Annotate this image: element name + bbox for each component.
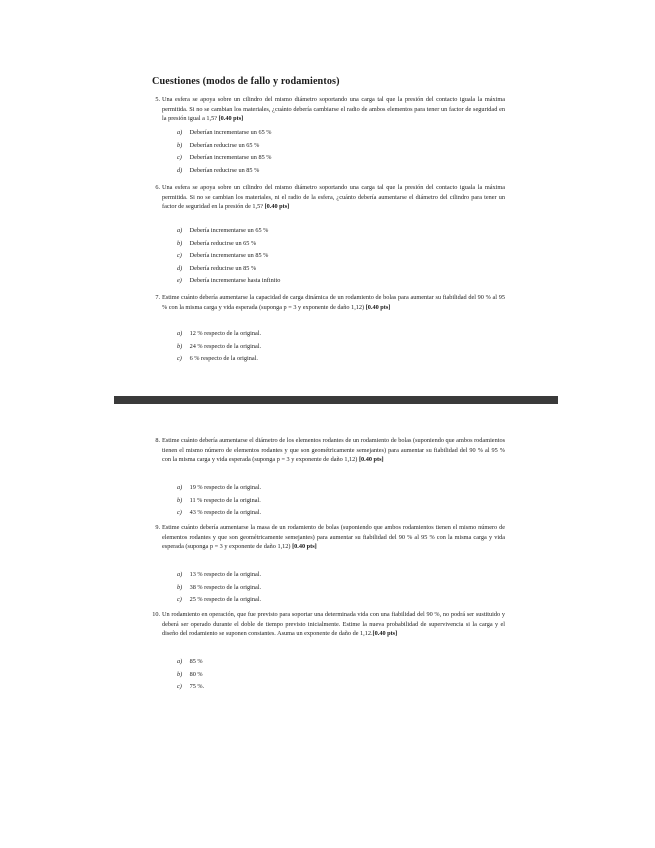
question-6 [155, 183, 505, 212]
question-number: 6. [155, 184, 160, 191]
option-c[interactable]: c) 25 % respecto de la original. [177, 596, 262, 604]
question-8-options [177, 482, 261, 520]
option-b[interactable]: b) Debería reducirse un 65 % [177, 239, 257, 247]
option-a[interactable]: a) 13 % respecto de la original. [177, 571, 262, 578]
question-9-options [177, 569, 261, 607]
question-10 [152, 610, 505, 639]
question-text: Estime cuánto debería aumentarse el diámetro de los elementos rodantes de un rodamiento de bolas (suponiendo que ambos rodamientos tienen el mismo número de elementos rodantes y que son geométricamente semejantes) para aumentar su fiabilidad del 90 % al 95 % con la misma carga y vida esperada (suponga p = 3 y exponente de daño 1,12) [0.40 pts] [162, 437, 505, 464]
question-6-options [177, 225, 280, 288]
section-title: Cuestiones (modos de fallo y rodamientos) [152, 76, 340, 87]
question-text: Un rodamiento en operación, que fue previsto para soportar una determinada vida con una fiabilidad del 90 %, no podrá ser sustituido y deberá ser operado durante el doble de tiempo previsto inicialmente. Estime la nueva probabilidad de supervivencia si la carga y el diseño del rodamiento se suponen constantes. Asuma un exponente de daño de 1,12.[0.40 pts] [162, 611, 505, 638]
option-c[interactable]: c) Debería incrementarse un 85 % [177, 252, 269, 260]
option-b[interactable]: b) 24 % respecto de la original. [177, 342, 262, 350]
option-d[interactable]: d) Deberían reducirse un 85 % [177, 166, 260, 174]
question-text: Estime cuánto debería aumentarse la masa de un rodamiento de bolas (suponiendo que ambos rodamientos tienen el mismo número de elementos rodantes y que son geométricamente semejantes) para aumentar su fiabilidad del 90 % al 95 % con la misma carga y vida esperada (suponga p = 3 y exponente de daño 1,12) [0.40 pts] [162, 524, 505, 551]
question-points: [0.40 pts] [365, 303, 391, 311]
option-a[interactable]: a) Deberían incrementarse un 65 % [177, 129, 272, 136]
question-number: 9. [155, 524, 160, 531]
question-5-options [177, 127, 271, 177]
question-number: 5. [155, 96, 160, 103]
option-e[interactable]: e) Debería incrementarse hasta infinito [177, 277, 281, 285]
option-c[interactable]: c) 43 % respecto de la original. [177, 509, 262, 517]
question-number: 7. [155, 294, 160, 301]
option-c[interactable]: c) 6 % respecto de la original. [177, 355, 258, 363]
option-d[interactable]: d) Debería reducirse un 85 % [177, 264, 257, 272]
question-points: [0.40 pts] [264, 203, 290, 211]
option-b[interactable]: b) Deberían reducirse un 65 % [177, 141, 260, 149]
question-points: [0.40 pts] [218, 115, 244, 123]
option-a[interactable]: a) 85 % [177, 658, 203, 665]
option-a[interactable]: a) 19 % respecto de la original. [177, 484, 262, 491]
option-c[interactable]: c) Deberían incrementarse un 85 % [177, 154, 272, 162]
option-b[interactable]: b) 11 % respecto de la original. [177, 496, 261, 504]
question-7 [155, 293, 505, 312]
question-text: Estime cuánto debería aumentarse la capacidad de carga dinámica de un rodamiento de bolas para aumentar su fiabilidad del 90 % al 95 % con la misma carga y vida esperada (suponga p = 3 y exponente de daño 1,12) [0.40 pts] [162, 294, 505, 311]
question-8 [155, 436, 505, 465]
option-a[interactable]: a) 12 % respecto de la original. [177, 330, 262, 337]
question-number: 10. [152, 611, 160, 618]
option-a[interactable]: a) Debería incrementarse un 65 % [177, 227, 269, 234]
option-b[interactable]: b) 38 % respecto de la original. [177, 583, 262, 591]
question-7-options [177, 328, 261, 366]
option-c[interactable]: c) 75 %. [177, 683, 205, 691]
question-10-options [177, 656, 204, 694]
page-divider [114, 396, 558, 404]
question-text: Una esfera se apoya sobre un cilindro del mismo diámetro soportando una carga tal que la presión del contacto iguala la máxima permitida. Si no se cambian los materiales, ni el radio de la esfera, ¿cuánto debería aumentarse el diámetro del cilindro para tener un factor de seguridad en la presión de 1,5? [0.40 pts] [162, 184, 505, 211]
question-points: [0.40 pts] [358, 456, 384, 464]
question-points: [0.40 pts] [292, 543, 317, 551]
option-b[interactable]: b) 80 % [177, 670, 203, 678]
question-text: Una esfera se apoya sobre un cilindro del mismo diámetro soportando una carga tal que la presión del contacto iguala la máxima permitida. Si no se cambian los materiales, ¿cuánto debería cambiarse el radio de ambos elementos para tener un factor de seguridad en la presión igual a 1,5? [0.40 pts] [162, 96, 505, 123]
question-9 [155, 523, 505, 552]
question-points: [0.40 pts] [372, 630, 398, 638]
question-5 [155, 95, 505, 124]
question-number: 8. [155, 437, 160, 444]
